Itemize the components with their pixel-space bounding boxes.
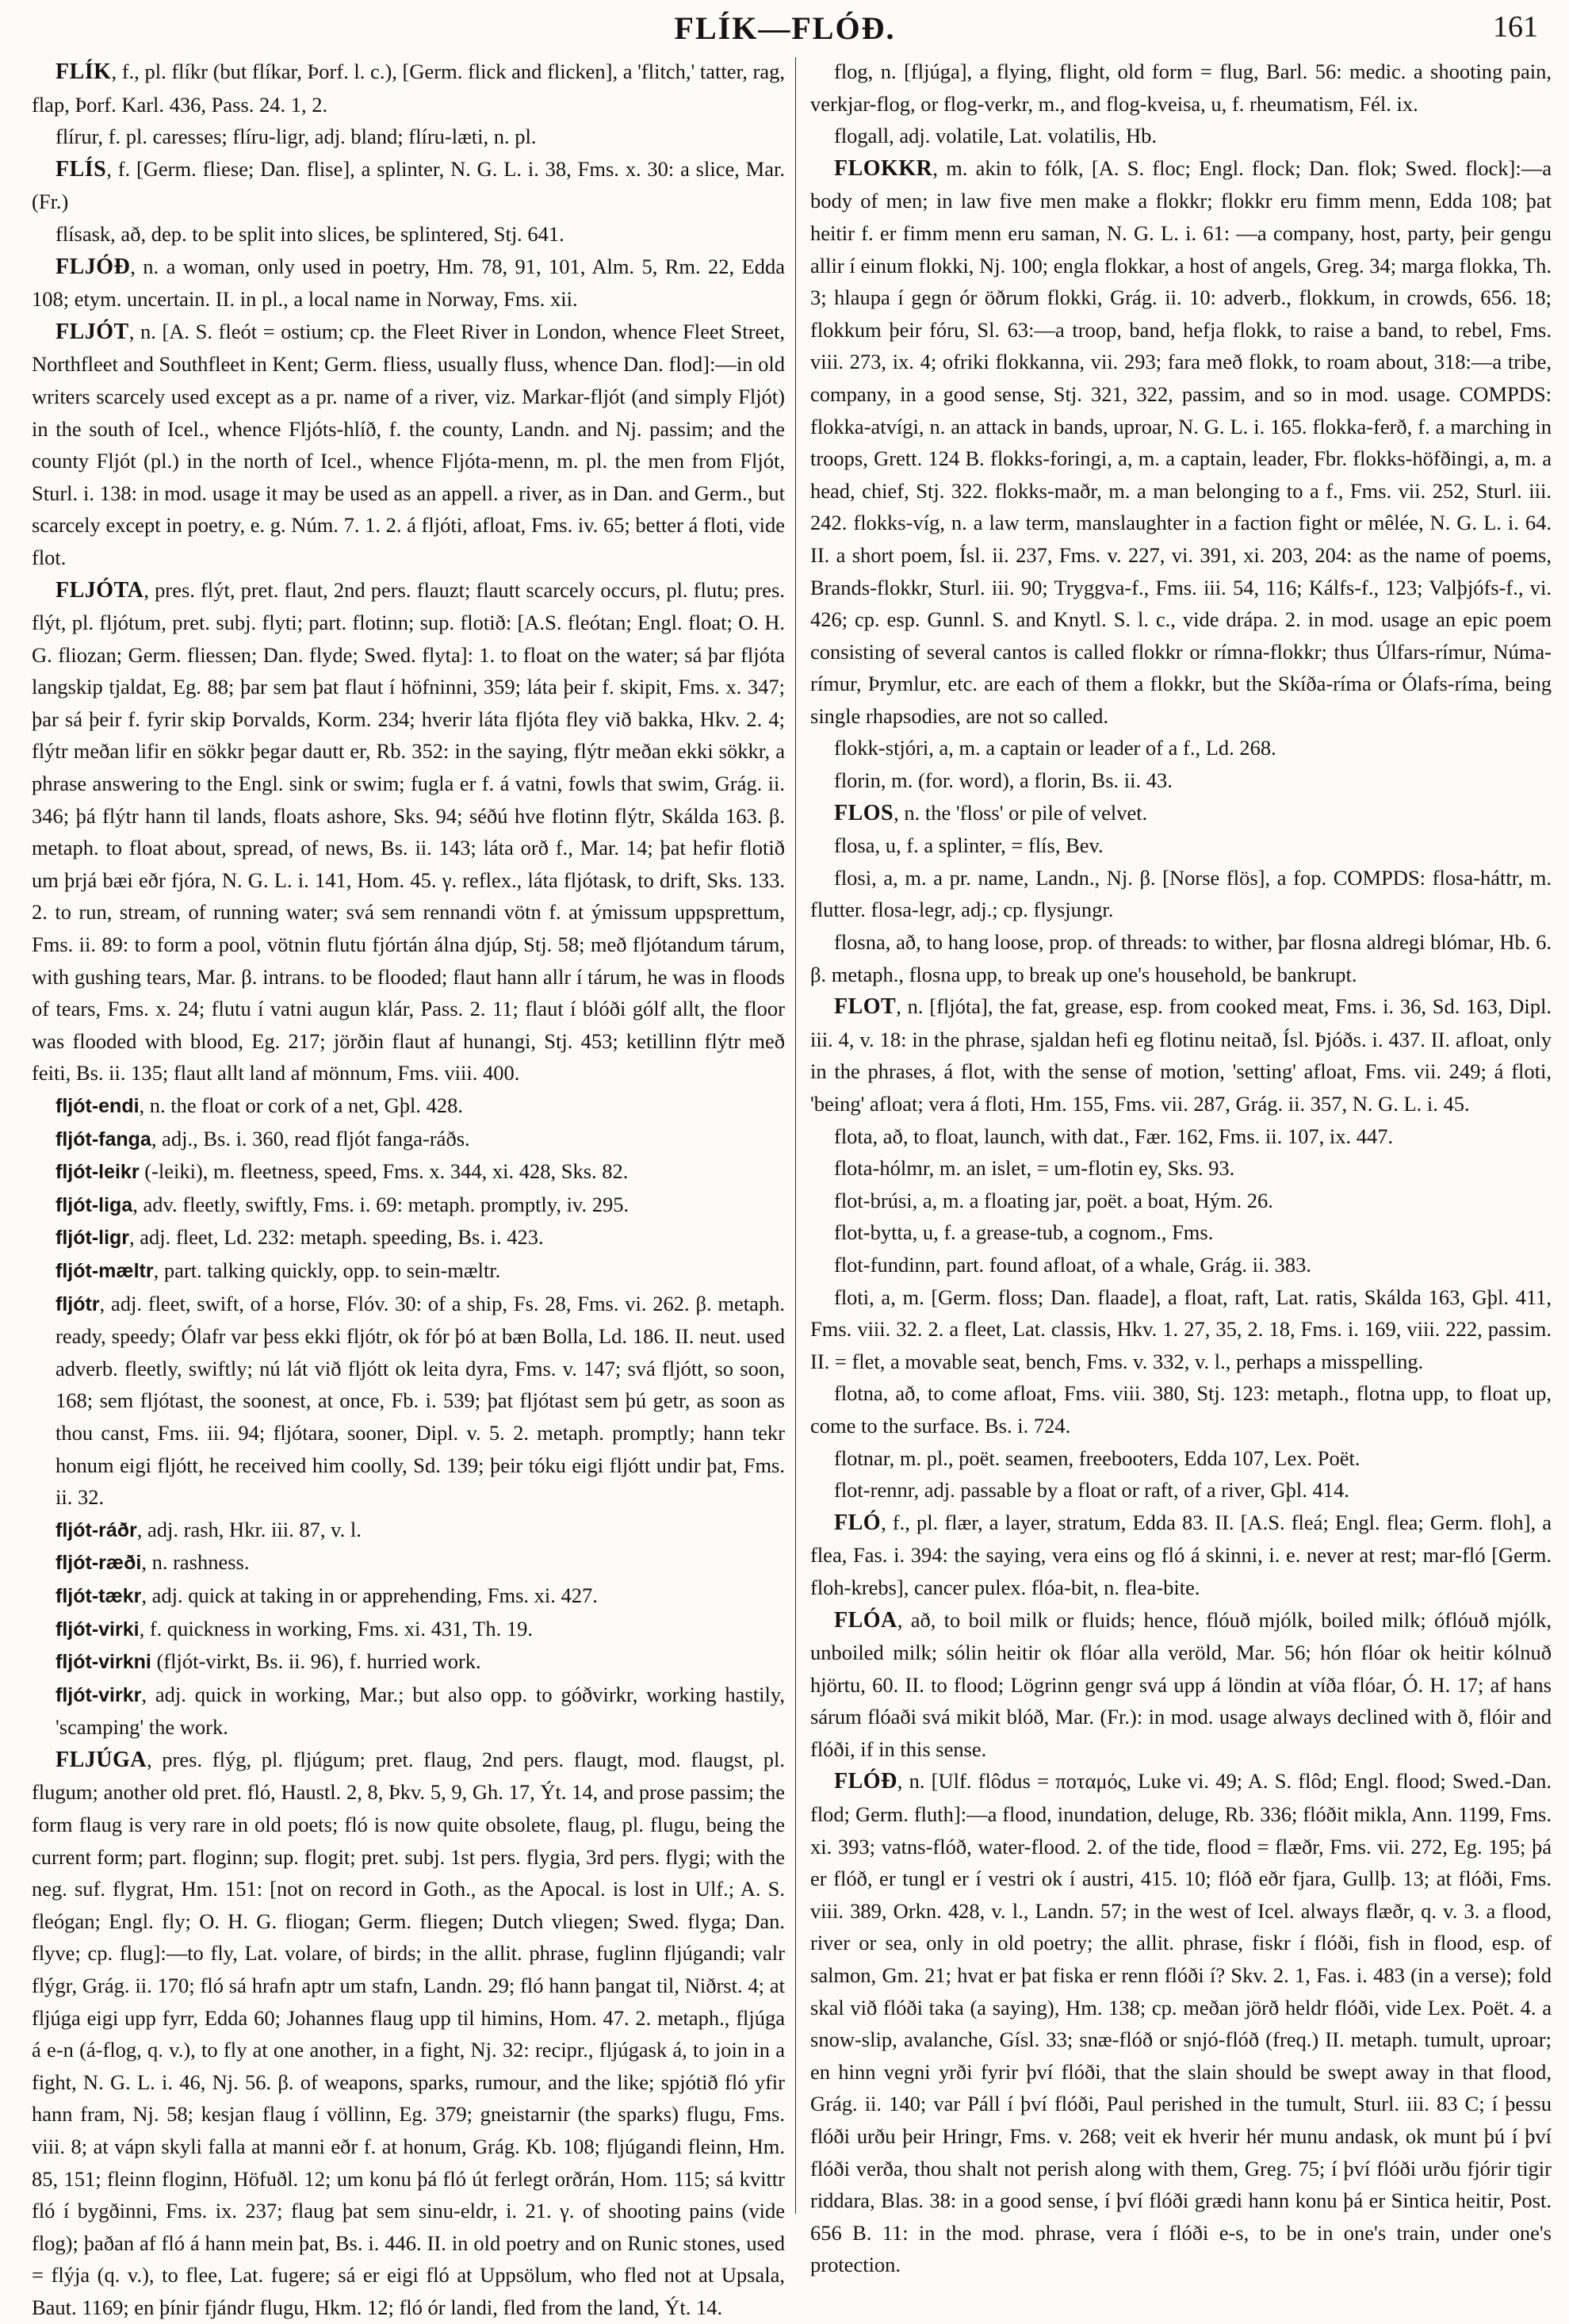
entry-text: flírur, f. pl. caresses; flíru-ligr, adj. bland; flíru-læti, n. pl. bbox=[55, 124, 537, 149]
dictionary-entry bbox=[32, 1288, 785, 1514]
entry-text: , adj. fleet, swift, of a horse, Flóv. 30: of a ship, Fs. 28, Fms. vi. 262. β. metaph. ready, speedy; Ólafr var þess ekki fljótr, ok fór þó at bæn Bolla, Ld. 186. II. neut. used adverb. fleetly, swiftly; nú lát við fljótt ok leita dyra, Fms. v. 147; svá fljótt, so soon, 168; sem fljótast, the soonest, at once, Fb. i. 539; þat fljótast sem þú getr, as soon as thou canst, Fms. iii. 94; fljótara, sooner, Dipl. v. 5. 2. metaph. promptly; hann tekr honum eigi fljótt, he received him coolly, Sd. 139; þeir tóku eigi fljótt undir þat, Fms. ii. 32. bbox=[55, 1291, 785, 1510]
entry-text: , part. talking quickly, opp. to sein-mæltr. bbox=[153, 1258, 501, 1282]
entry-headword: FLÓA bbox=[834, 1607, 897, 1633]
dictionary-entry bbox=[32, 1254, 785, 1288]
entry-text: , adj. quick at taking in or apprehending, Fms. xi. 427. bbox=[141, 1583, 598, 1607]
entry-text: , f. [Germ. fliese; Dan. flise], a splinter, N. G. L. i. 38, Fms. x. 30: a slice, Mar. (Fr.) bbox=[32, 156, 785, 214]
dictionary-entry bbox=[810, 1249, 1552, 1281]
dictionary-entry bbox=[32, 153, 785, 218]
entry-headword: fljót-virkni bbox=[55, 1651, 151, 1674]
dictionary-entry bbox=[810, 1281, 1552, 1378]
dictionary-entry bbox=[810, 1765, 1552, 2281]
dictionary-entry bbox=[810, 1120, 1552, 1153]
entry-text: , n. [fljóta], the fat, grease, esp. from cooked meat, Fms. i. 36, Sd. 163, Dipl. iii. 4, v. 18: in the phrase, sjaldan hefi eg flotinu neitað, Ísl. Þjóðs. i. 437. II. afloat, only in the phrases, á flot, with the sense of motion, 'setting' afloat, Fms. vii. 249; á floti, 'being' afloat; vera á floti, Hm. 155, Fms. vii. 287, Grág. ii. 357, N. G. L. i. 45. bbox=[810, 994, 1552, 1116]
dictionary-entry bbox=[810, 732, 1552, 764]
entry-headword: FLJÚGA bbox=[55, 1747, 147, 1772]
entry-text: , n. a woman, only used in poetry, Hm. 78, 91, 101, Alm. 5, Rm. 22, Edda 108; etym. uncertain. II. in pl., a local name in Norway, Fms. xii. bbox=[32, 254, 785, 312]
entry-text: , n. the 'floss' or pile of velvet. bbox=[894, 800, 1148, 825]
dictionary-entry bbox=[810, 926, 1552, 990]
entry-headword: fljót-endi bbox=[55, 1095, 140, 1117]
entry-text: flota, að, to float, launch, with dat., Fær. 162, Fms. ii. 107, ix. 447. bbox=[834, 1124, 1394, 1148]
entry-headword: fljót-fanga bbox=[55, 1128, 151, 1151]
dictionary-entry bbox=[32, 1221, 785, 1254]
entry-text: , pres. flýt, pret. flaut, 2nd pers. flauzt; flautt scarcely occurs, pl. flutu; pres. flýt, pl. fljótum, pret. subj. flyti; part. flotinn; sup. flotið: [A.S. fleótan; Engl. float; O. H. G. fliozan; Germ. fliessen; Dan. flyde; Swed. flyta]: 1. to float on the water; sá þar fljóta langskip tjaldat, Eg. 88; þar sem þat flaut í höfninni, 359; láta þeir f. skipit, Fms. x. 347; þar sá þeir f. fyrir skip Þorvalds, Korm. 234; hverir láta fljóta fley við bakka, Hkv. 2. 4; flýtr meðan lifir en sökkr þegar dautt er, Rb. 352: in the saying, flýtr meðan ekki sökkr, a phrase answering to the Engl. sink or swim; fugla er f. á vatni, fowls that swim, Grág. ii. 346; þá flýtr hann til lands, floats ashore, Sks. 94; séðú hve flotinn flýtr, Skálda 163. β. metaph. to float about, spread, of news, Bs. ii. 143; láta orð f., Mar. 14; þat hefir flotið um þrjá bæi eðr fjóra, N. G. L. i. 141, Hom. 45. γ. reflex., láta fljótask, to drift, Sks. 133. 2. to run, stream, of running water; svá sem rennandi vötn f. at ýmissum uppsprettum, Fms. ii. 89: to form a pool, vötnin flutu fjórtán álna djúp, Stj. 58; með fljótandum tárum, with gushing tears, Mar. β. intrans. to be flooded; flaut hann allr í tárum, he was in floods of tears, Fms. x. 24; flutu í vatni augun klár, Pass. 2. 11; flaut í blóði gólf allt, the floor was flooded with blood, Eg. 217; jörðin flaut af hunangi, Stj. 453; ketillinn flýtr með feiti, Bs. ii. 135; flaut allt land af mönnum, Fms. viii. 400. bbox=[32, 577, 785, 1085]
dictionary-entry bbox=[32, 1579, 785, 1613]
dictionary-entry bbox=[32, 1514, 785, 1547]
dictionary-entry bbox=[810, 1604, 1552, 1766]
entry-headword: fljót-liga bbox=[55, 1193, 133, 1216]
entry-text: flogall, adj. volatile, Lat. volatilis, Hb. bbox=[834, 124, 1157, 148]
entry-headword: fljót-ráðr bbox=[55, 1518, 137, 1541]
dictionary-entry bbox=[810, 764, 1552, 797]
dictionary-entry bbox=[32, 1189, 785, 1222]
entry-text: , n. rashness. bbox=[141, 1550, 250, 1575]
entry-text: flog, n. [fljúga], a flying, flight, old form = flug, Barl. 56: medic. a shooting pain, verkjar-flog, or flog-verkr, m., and flog-kveisa, u, f. rheumatism, Fél. ix. bbox=[810, 59, 1552, 116]
dictionary-entry bbox=[32, 56, 785, 121]
dictionary-entry bbox=[810, 1152, 1552, 1185]
entry-text: flot-bytta, u, f. a grease-tub, a cognom., Fms. bbox=[834, 1220, 1214, 1245]
dictionary-entry bbox=[32, 1744, 785, 2324]
entry-text: , adj. rash, Hkr. iii. 87, v. l. bbox=[136, 1517, 362, 1541]
dictionary-entry bbox=[32, 1679, 785, 1744]
dictionary-entry bbox=[810, 1474, 1552, 1507]
entry-text: flosi, a, m. a pr. name, Landn., Nj. β. [Norse flös], a fop. COMPDS: flosa-háttr, m. flutter. flosa-legr, adj.; cp. flysjungr. bbox=[810, 865, 1552, 922]
entry-text: , adj., Bs. i. 360, read fljót fanga-ráðs. bbox=[151, 1126, 470, 1151]
entry-text: , f., pl. flær, a layer, stratum, Edda 83. II. [A.S. fleá; Engl. flea; Germ. floh], a flea, Fas. i. 394: the saying, vera eins og fló á skinni, i. e. never at rest; mar-fló [Germ. floh-krebs], cancer pulex. flóa-bit, n. flea-bite. bbox=[810, 1510, 1552, 1599]
entry-headword: FLJÓTA bbox=[55, 577, 144, 603]
entry-text: , adj. quick in working, Mar.; but also opp. to góðvirkr, working hastily, 'scamping' the work. bbox=[55, 1682, 785, 1740]
dictionary-entry bbox=[810, 1442, 1552, 1475]
entry-text: , n. the float or cork of a net, Gþl. 428. bbox=[139, 1093, 463, 1117]
dictionary-entry bbox=[32, 251, 785, 316]
entry-headword: FLOKKR bbox=[834, 155, 933, 181]
entry-headword: FLÓ bbox=[834, 1510, 882, 1535]
entry-headword: FLÓÐ bbox=[834, 1769, 897, 1794]
entry-headword: FLJÓÐ bbox=[55, 254, 131, 279]
dictionary-entry bbox=[32, 121, 785, 153]
dictionary-entry bbox=[810, 152, 1552, 733]
entry-headword: FLOS bbox=[834, 800, 894, 825]
entry-headword: fljót-leikr bbox=[55, 1161, 140, 1184]
dictionary-entry bbox=[810, 797, 1552, 830]
page-number: 161 bbox=[1493, 10, 1538, 44]
entry-text: flot-brúsi, a, m. a floating jar, poët. a boat, Hým. 26. bbox=[834, 1188, 1273, 1212]
entry-text: flosa, u, f. a splinter, = flís, Bev. bbox=[834, 833, 1104, 858]
entry-text: florin, m. (for. word), a florin, Bs. ii. 43. bbox=[834, 768, 1173, 793]
entry-text: flot-fundinn, part. found afloat, of a whale, Grág. ii. 383. bbox=[834, 1252, 1311, 1277]
entry-headword: FLÍS bbox=[55, 156, 107, 182]
entry-text: (fljót-virkt, Bs. ii. 96), f. hurried work. bbox=[151, 1649, 481, 1674]
entry-text: flot-rennr, adj. passable by a float or raft, of a river, Gþl. 414. bbox=[834, 1478, 1349, 1503]
entry-headword: fljót-tækr bbox=[55, 1584, 142, 1607]
left-column bbox=[32, 56, 785, 2319]
dictionary-entry bbox=[32, 574, 785, 1090]
page-title: FLÍK—FLÓÐ. bbox=[674, 10, 896, 46]
dictionary-entry bbox=[32, 218, 785, 251]
entry-text: (-leiki), m. fleetness, speed, Fms. x. 344, xi. 428, Sks. 82. bbox=[139, 1159, 629, 1184]
dictionary-entry bbox=[810, 1507, 1552, 1604]
entry-text: flotna, að, to come afloat, Fms. viii. 380, Stj. 123: metaph., flotna upp, to float up, come to the surface. Bs. i. 724. bbox=[810, 1381, 1552, 1438]
dictionary-entry bbox=[810, 56, 1552, 120]
entry-text: flotnar, m. pl., poët. seamen, freebooters, Edda 107, Lex. Poët. bbox=[834, 1445, 1360, 1470]
entry-text: , f., pl. flíkr (but flíkar, Þorf. l. c.), [Germ. flick and flicken], a 'flitch,' tatter, rag, flap, Þorf. Karl. 436, Pass. 24. 1, 2. bbox=[32, 59, 785, 117]
entry-text: , pres. flýg, pl. fljúgum; pret. flaug, 2nd pers. flaugt, mod. flaugst, pl. flugum; another old pret. fló, Haustl. 2, 8, Þkv. 5, 9, Gh. 17, Ýt. 14, and prose passim; the form flaug is very rare in old poets; fló is now quite obsolete, flaug, pl. flugu, being the current form; part. floginn; sup. flogit; pret. subj. 1st pers. flygia, 3rd pers. flygi; with the neg. suf. flygrat, Hm. 151: [not on record in Goth., as the Apocal. is lost in Ulf.; A. S. fleógan; Engl. fly; O. H. G. fliogan; Germ. fliegen; Dutch vliegen; Swed. flyga; Dan. flyve; cp. flug]:—to fly, Lat. volare, of birds; in the allit. phrase, fuglinn fljúgandi; valr flýgr, Grág. ii. 170; fló sá hrafn aptr um stafn, Landn. 29; fló hann þangat til, Niðrst. 4; at fljúga eigi upp fyrr, Edda 60; Johannes flaug upp til himins, Hom. 47. 2. metaph., fljúga á e-n (á-flog, q. v.), to fly at one another, in a fight, Nj. 32: recipr., fljúgask á, to join in a fight, N. G. L. i. 46, Nj. 56. β. of weapons, sparks, rumour, and the like; spjótið fló yfir hann fram, Nj. 58; kesjan flaug í völlinn, Eg. 379; gneistarnir (the sparks) flugu, Fms. viii. 8; at vápn skyli falla at manni eðr f. at honum, Grág. Kb. 108; fljúgandi fleinn, Hm. 85, 151; fleinn floginn, Höfuðl. 12; um konu þá fló út ferlegt orðrán, Hom. 115; sá kvittr fló í bygðinni, Fms. ix. 237; flaug þat sem sinu-eldr, i. 21. γ. of shooting pains (vide flog); þaðan af fló á hann mein þat, Bs. i. 446. II. in old poetry and on Runic stones, used = flýja (q. v.), to flee, Lat. fugere; sá er eigi fló at Uppsölum, who fled not at Upsala, Baut. 1169; en þínir fjándr flugu, Hkm. 12; fló ór landi, fled from the land, Ýt. 14. bbox=[32, 1747, 785, 2319]
entry-text: flosna, að, to hang loose, prop. of threads: to wither, þar flosna aldregi blómar, Hb. 6. β. metaph., flosna upp, to break up one's household, be bankrupt. bbox=[810, 930, 1552, 986]
entry-headword: fljót-ræði bbox=[55, 1552, 142, 1575]
entry-headword: fljót-ligr bbox=[55, 1227, 130, 1250]
entry-headword: FLOT bbox=[834, 994, 897, 1020]
entry-text: , að, to boil milk or fluids; hence, flóuð mjólk, boiled milk; óflóuð mjólk, unboiled milk; sólin heitir ok flóar alla veröld, Mar. 56; hón flóar ok heitir kólnuð hjörtu, 60. II. to flood; Lögrinn gengr svá upp á löndin at víða flóar, Ó. H. 17; af hans sárum flóaði svá mikit blóð, Mar. (Fr.): in mod. usage always declined with ð, flóir and flóði, if in this sense. bbox=[810, 1607, 1552, 1761]
entry-headword: fljót-virkr bbox=[55, 1683, 142, 1706]
entry-text: , n. [A. S. fleót = ostium; cp. the Fleet River in London, whence Fleet Street, Northfleet and Southfleet in Kent; Germ. fliess, usually fluss, whence Dan. flod]:—in old writers scarcely used except as a pr. name of a river, viz. Markar-fljót (and simply Fljót) in the south of Icel., whence Fljóts-hlíð, f. the county, Landn. and Nj. passim; and the county Fljót (pl.) in the north of Icel., whence Fljóta-menn, m. pl. the men from Fljót, Sturl. i. 138: in mod. usage it may be used as an appell. a river, as in Dan. and Germ., but scarcely except in poetry, e. g. Núm. 7. 1. 2. á fljóti, afloat, Fms. iv. 65; better á floti, vide flot. bbox=[32, 319, 785, 569]
entry-text: , n. [Ulf. flôdus = ποταμός, Luke vi. 49; A. S. flôd; Engl. flood; Swed.-Dan. flod; Germ. fluth]:—a flood, inundation, deluge, Rb. 336; flóðit mikla, Ann. 1199, Fms. xi. 393; vatns-flóð, water-flood. 2. of the tide, flood = flæðr, Fms. vii. 272, Eg. 195; þá er flóð, er tungl er í vestri ok í austri, 415. 10; flóð eðr fjara, Gullþ. 13; at flóði, Fms. viii. 389, Orkn. 428, v. l., Landn. 57; in the west of Icel. always flæðr, q. v. 3. a flood, river or sea, only in old poetry; the allit. phrase, fiskr í flóði, fish in flood, esp. of salmon, Gm. 21; hvat er þat fiska er renn flóði í? Skv. 2. 1, Fas. i. 483 (in a verse); fold skal við flóði taka (a saying), Hm. 138; cp. meðan jörð heldr flóði, vide Lex. Poët. 4. a snow-slip, avalanche, Gísl. 33; snæ-flóð or snjó-flóð (freq.) II. metaph. tumult, uproar; en hinn vegni yrði fyrir því flóði, that the slain should be swept away in that flood, Grág. ii. 140; var Páll í því flóði, Paul perished in the tumult, Sturl. iii. 83 C; í þessu flóði urðu þeir Hringr, Fms. v. 268; veit ek hverir hér munu andask, ok munt þú í því flóði verða, thou shalt not perish along with them, Greg. 75; í því flóði urðu fjórir tigir riddara, Blas. 38: in a good sense, í því flóði grædi hann konu þá er Sintica heitir, Post. 656 B. 11: in the mod. phrase, vera í flóði e-s, to be in one's train, under one's protection. bbox=[810, 1769, 1552, 2277]
dictionary-entry bbox=[810, 862, 1552, 926]
dictionary-entry bbox=[810, 1185, 1552, 1217]
entry-text: , adv. fleetly, swiftly, Fms. i. 69: metaph. promptly, iv. 295. bbox=[132, 1192, 630, 1216]
entry-headword: FLJÓT bbox=[55, 319, 129, 344]
entry-text: floti, a, m. [Germ. floss; Dan. flaade], a float, raft, Lat. ratis, Skálda 163, Gþl. 411, Fms. viii. 32. 2. a fleet, Lat. classis, Hkv. 1. 27, 35, 2. 18, Fms. i. 169, viii. 222, passim. II. = flet, a movable seat, bench, Fms. v. 332, v. l., perhaps a misspelling. bbox=[810, 1285, 1552, 1373]
entry-text: , adj. fleet, Ld. 232: metaph. speeding, Bs. i. 423. bbox=[129, 1225, 544, 1250]
dictionary-entry bbox=[32, 1645, 785, 1679]
dictionary-entry bbox=[32, 1546, 785, 1579]
page-header bbox=[32, 10, 1538, 46]
entry-headword: FLÍK bbox=[55, 59, 112, 84]
dictionary-entry bbox=[32, 316, 785, 574]
dictionary-entry bbox=[810, 829, 1552, 862]
dictionary-entry bbox=[32, 1155, 785, 1189]
dictionary-entry bbox=[32, 1089, 785, 1123]
entry-headword: fljótr bbox=[55, 1292, 100, 1315]
entry-text: flísask, að, dep. to be split into slices, be splintered, Stj. 641. bbox=[55, 221, 564, 246]
entry-text: flokk-stjóri, a, m. a captain or leader of a f., Ld. 268. bbox=[834, 736, 1276, 760]
dictionary-entry bbox=[810, 990, 1552, 1120]
right-column bbox=[810, 56, 1552, 2277]
entry-headword: fljót-virki bbox=[55, 1618, 140, 1641]
dictionary-entry bbox=[810, 120, 1552, 152]
dictionary-entry bbox=[32, 1123, 785, 1156]
entry-text: , f. quickness in working, Fms. xi. 431, Th. 19. bbox=[139, 1616, 533, 1641]
dictionary-entry bbox=[32, 1613, 785, 1646]
entry-text: flota-hólmr, m. an islet, = um-flotin ey, Sks. 93. bbox=[834, 1156, 1235, 1181]
column-divider bbox=[795, 57, 796, 2214]
entry-text: , m. akin to fólk, [A. S. floc; Engl. flock; Dan. flok; Swed. flock]:—a body of men; in law five men make a flokkr; flokkr eru fimm menn, Edda 108; þat heitir f. er fimm menn eru saman, N. G. L. i. 61: —a company, host, party, þeir gengu allir í einum flokki, Nj. 100; engla flokkar, a host of angels, Greg. 34; marga flokka, Th. 3; hlaupa í gegn ór öðrum flokki, Grág. ii. 10: adverb., flokkum, in crowds, 656. 18; flokkum þeir fóru, Sl. 63:—a troop, band, hefja flokk, to raise a band, to rebel, Fms. viii. 273, ix. 4; ofriki flokkanna, vii. 293; fara með flokk, to roam about, 318:—a tribe, company, in a good sense, Stj. 321, 322, passim, and so in mod. usage. COMPDS: flokka-atvígi, n. an attack in bands, uproar, N. G. L. i. 165. flokka-ferð, f. a marching in troops, Grett. 124 B. flokks-foringi, a, m. a captain, leader, Fbr. flokks-höfðingi, a, m. a head, chief, Stj. 322. flokks-maðr, m. a man belonging to a f., Fms. vii. 252, Sturl. iii. 242. flokks-víg, n. a law term, manslaughter in a faction fight or mêlée, N. G. L. i. 64. II. a short poem, Ísl. ii. 237, Fms. v. 227, vi. 391, xi. 203, 204: as the name of poems, Brands-flokkr, Sturl. iii. 90; Tryggva-f., Fms. iii. 54, 116; Kálfs-f., 123; Valþjófs-f., vi. 426; cp. esp. Gunnl. S. and Knytl. S. l. c., vide drápa. 2. in mod. usage an epic poem consisting of several cantos is called flokkr or rímna-flokkr; thus Úlfars-rímur, Núma-rímur, Þrymlur, etc. are each of them a flokkr, but the Skíða-ríma or Ólafs-ríma, being single rhapsodies, are not so called. bbox=[810, 155, 1552, 728]
dictionary-entry bbox=[810, 1216, 1552, 1249]
entry-headword: fljót-mæltr bbox=[55, 1259, 154, 1282]
dictionary-entry bbox=[810, 1377, 1552, 1441]
